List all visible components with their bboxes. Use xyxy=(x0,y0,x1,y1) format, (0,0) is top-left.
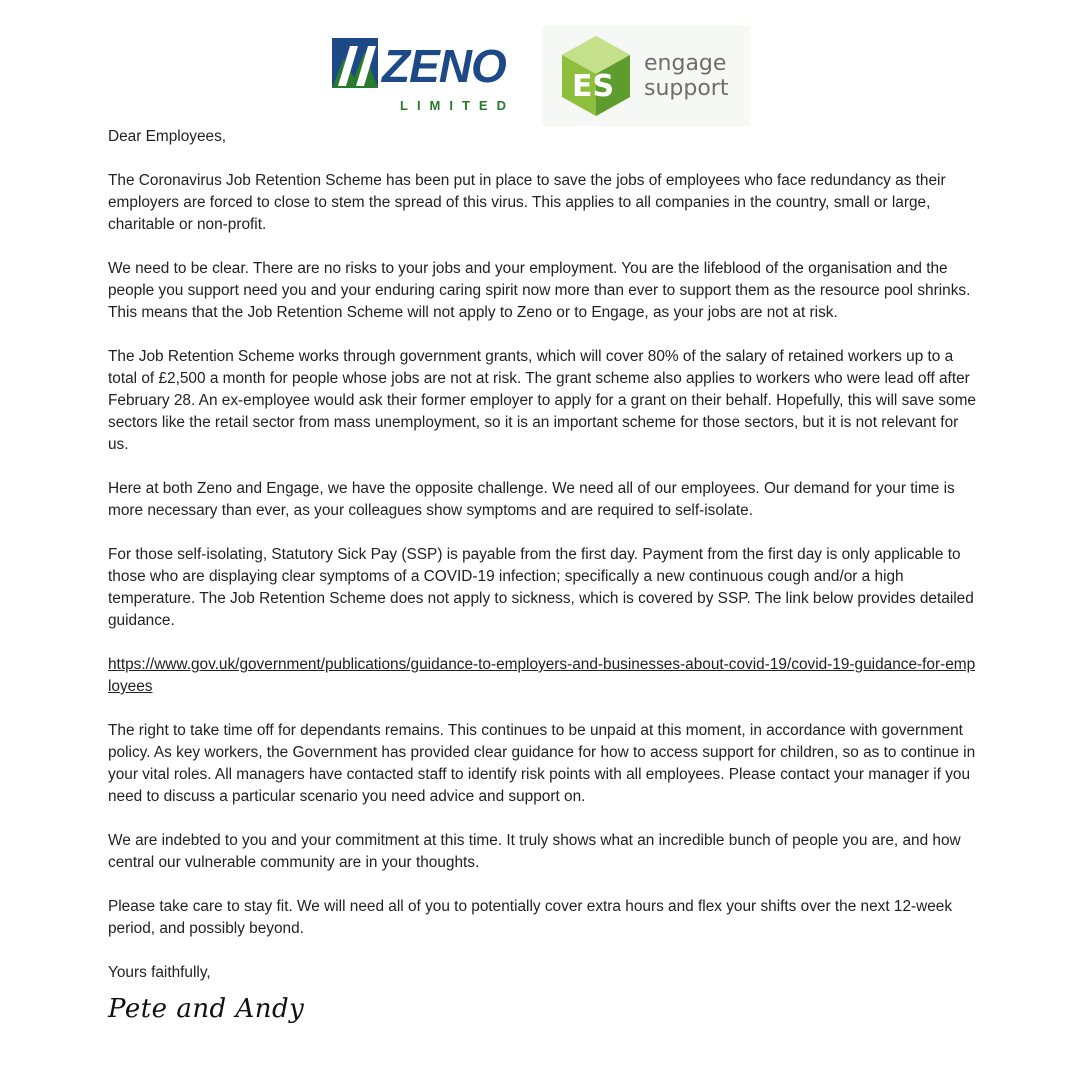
paragraph: The Coronavirus Job Retention Scheme has been put in place to save the jobs of employees who face redundancy as their employers are forced to close to stem the spread of this virus. This applies to all companies in the country, small or large, charitable or non-profit. xyxy=(108,172,946,233)
paragraph: The Job Retention Scheme works through government grants, which will cover 80% of the salary of retained workers up to a total of £2,500 a month for people whose jobs are not at risk. The grant scheme also applies to workers who were lead off after February 28. An ex-employee would ask their former employer to apply for a grant on their behalf. Hopefully, this will save some sectors like the retail sector from mass unemployment, so it is an important scheme for those sectors, but it is not relevant for us. xyxy=(108,348,976,453)
engage-wordmark-line1: engage xyxy=(644,51,727,76)
zeno-wordmark: ZENO xyxy=(382,40,506,92)
engage-wordmark xyxy=(644,51,728,101)
letter-body xyxy=(108,126,976,1024)
engage-wordmark-line2: support xyxy=(644,76,729,101)
paragraph: We need to be clear. There are no risks to your jobs and your employment. You are the lifeblood of the organisation and the people you support need you and your enduring caring spirit now more than ever to support them as the resource pool shrinks. This means that the Job Retention Scheme will not apply to Zeno or to Engage, as your jobs are not at risk. xyxy=(108,260,971,321)
svg-text:ES: ES xyxy=(572,69,615,104)
header-logos xyxy=(330,26,750,126)
guidance-link-paragraph xyxy=(108,654,976,698)
zeno-sub-label: LIMITED xyxy=(400,98,515,113)
greeting: Dear Employees, xyxy=(108,128,227,145)
paragraph: For those self-isolating, Statutory Sick Pay (SSP) is payable from the first day. Payment from the first day is only applicable to those who are displaying clear symptoms of a COVID-19 infection; specifically a new continuous cough and/or a high temperature. The Job Retention Scheme does not apply to sickness, which is covered by SSP. The link below provides detailed guidance. xyxy=(108,546,974,629)
engage-hexagon-icon xyxy=(558,34,634,118)
paragraph: The right to take time off for dependants remains. This continues to be unpaid at this moment, in accordance with government policy. As key workers, the Government has provided clear guidance for how to access support for children, so as to continue in your vital roles. All managers have contacted staff to identify risk points with all employees. Please contact your manager if you need to discuss a particular scenario you need advice and support on. xyxy=(108,722,976,805)
paragraph: Here at both Zeno and Engage, we have the opposite challenge. We need all of our employees. Our demand for your time is more necessary than ever, as your colleagues show symptoms and are required to self-isolate. xyxy=(108,480,955,519)
paragraph: Please take care to stay fit. We will need all of you to potentially cover extra hours and flex your shifts over the next 12-week period, and possibly beyond. xyxy=(108,898,953,937)
signature: Pete and Andy xyxy=(108,994,305,1024)
guidance-link[interactable]: https://www.gov.uk/government/publications/guidance-to-employers-and-businesses-about-covid-19/covid-19-guidance-for-employees xyxy=(108,656,976,695)
paragraph: We are indebted to you and your commitment at this time. It truly shows what an incredible bunch of people you are, and how central our vulnerable community are in your thoughts. xyxy=(108,832,961,871)
engage-logo xyxy=(542,26,750,126)
closing: Yours faithfully, xyxy=(108,964,211,981)
zeno-logo xyxy=(330,38,516,114)
